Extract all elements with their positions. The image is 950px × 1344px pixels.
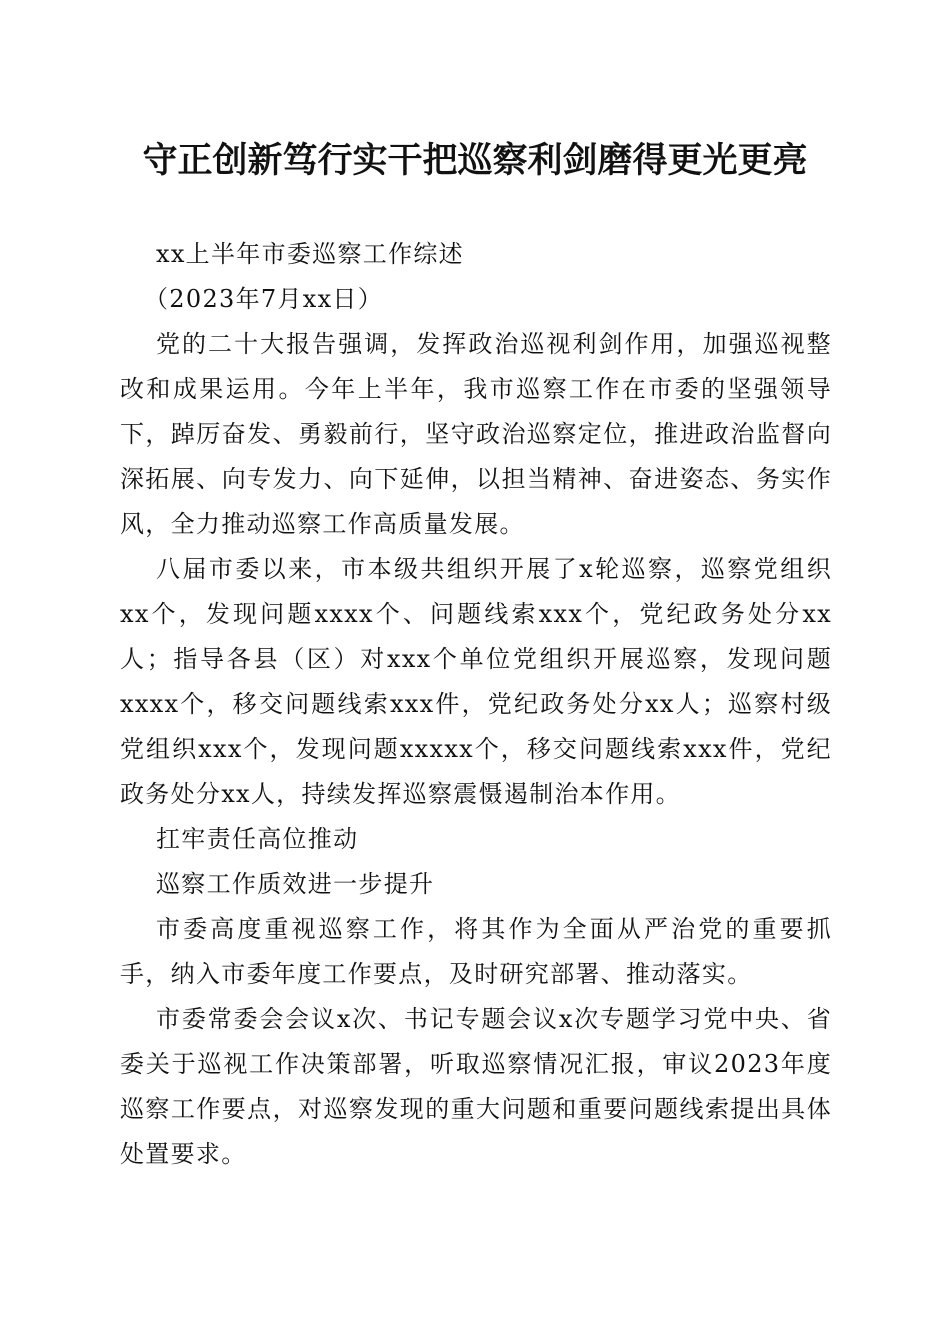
paragraph-priority: 市委高度重视巡察工作，将其作为全面从严治党的重要抓手，纳入市委年度工作要点，及时研究部署、推动落实。 [120,915,832,988]
document-date: （2023年7月xx日） [144,285,384,313]
document-subtitle: xx上半年市委巡察工作综述 [156,240,464,268]
section-heading: 扛牢责任高位推动 [156,825,359,853]
paragraph-intro: 党的二十大报告强调，发挥政治巡视利剑作用，加强巡视整改和成果运用。今年上半年，我市巡察工作在市委的坚强领导下，踔厉奋发、勇毅前行，坚守政治巡察定位，推进政治监督向深拓展、向专发力、向下延伸，以担当精神、奋进姿态、务实作风，全力推动巡察工作高质量发展。 [120,330,832,538]
document-title: 守正创新笃行实干把巡察利剑磨得更光更亮 [142,140,808,181]
paragraph-meetings: 市委常委会会议x次、书记专题会议x次专题学习党中央、省委关于巡视工作决策部署，听取巡察情况汇报，审议2023年度巡察工作要点，对巡察发现的重大问题和重要问题线索提出具体处置要求。 [120,1005,832,1168]
document-body [120,232,832,1177]
section-subheading: 巡察工作质效进一步提升 [156,870,435,898]
paragraph-statistics: 八届市委以来，市本级共组织开展了x轮巡察，巡察党组织xx个，发现问题xxxx个、问题线索xxx个，党纪政务处分xx人；指导各县（区）对xxx个单位党组织开展巡察，发现问题xxxx个，移交问题线索xxx件，党纪政务处分xx人；巡察村级党组织xxx个，发现问题xxxxx个，移交问题线索xxx件，党纪政务处分xx人，持续发挥巡察震慑遏制治本作用。 [120,555,832,808]
